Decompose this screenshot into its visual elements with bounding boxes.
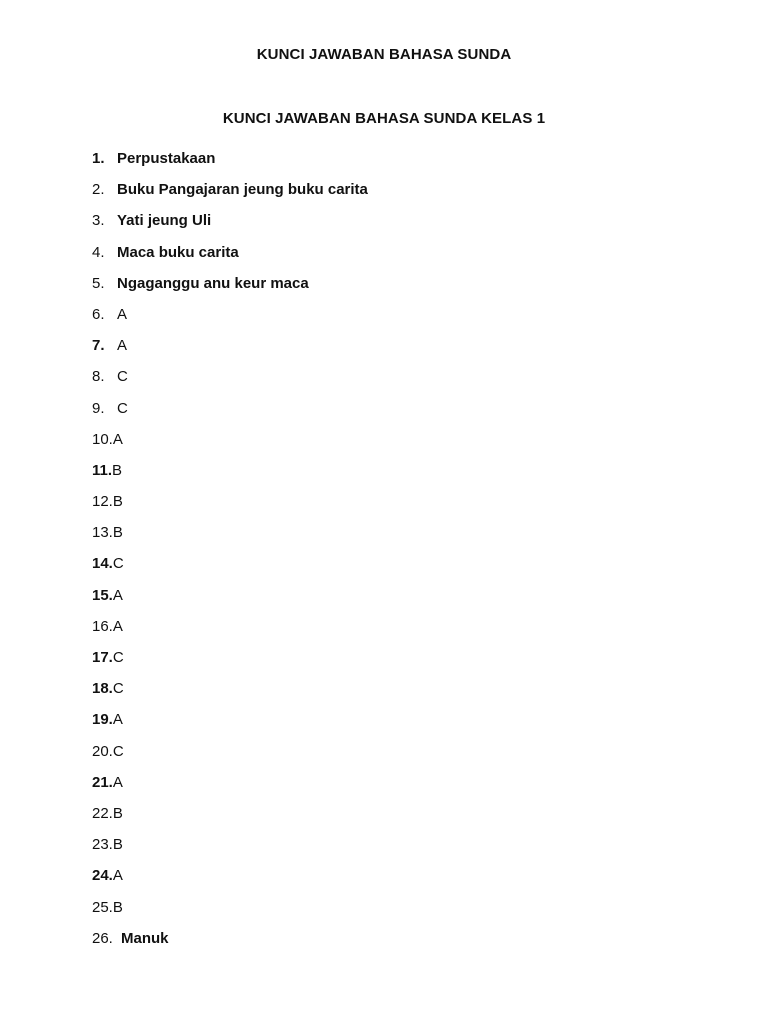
list-item (92, 649, 368, 680)
item-answer: C (112, 680, 124, 698)
item-number: 16. (92, 617, 113, 635)
item-answer: Yati jeung Uli (117, 212, 212, 230)
list-item (92, 337, 368, 368)
item-number: 6. (92, 305, 105, 323)
list-item (92, 524, 368, 555)
item-answer: Ngaganggu anu keur maca (117, 274, 309, 292)
item-number: 10. (92, 430, 113, 448)
item-number: 18. (92, 680, 113, 698)
item-number: 26. (92, 929, 113, 947)
item-answer: C (112, 649, 124, 666)
item-answer: C (112, 555, 124, 573)
item-answer: Manuk (121, 929, 169, 947)
list-item (92, 306, 368, 337)
list-item (92, 587, 368, 618)
item-answer: A (112, 430, 123, 448)
item-number: 8. (92, 368, 105, 386)
item-number: 15. (92, 586, 113, 604)
answer-list (92, 150, 368, 961)
item-answer: C (117, 399, 128, 417)
item-answer: Maca buku carita (117, 243, 239, 261)
item-number: 4. (92, 243, 105, 261)
item-number: 25. (92, 898, 113, 916)
item-number: 2. (92, 181, 105, 199)
list-item (92, 244, 368, 275)
list-item (92, 493, 368, 524)
list-item (92, 805, 368, 836)
list-item (92, 555, 368, 586)
item-number: 21. (92, 773, 113, 791)
item-answer: C (112, 742, 124, 760)
item-number: 17. (92, 649, 113, 666)
list-item (92, 711, 368, 742)
list-item (92, 275, 368, 306)
list-item (92, 212, 368, 243)
list-item (92, 867, 368, 898)
item-answer: B (112, 461, 123, 479)
item-answer: A (117, 305, 128, 323)
list-item (92, 618, 368, 649)
item-answer: A (117, 337, 128, 355)
list-item (92, 680, 368, 711)
list-item (92, 150, 368, 181)
list-item (92, 181, 368, 212)
item-answer: B (112, 836, 123, 854)
item-number: 19. (92, 711, 113, 729)
item-answer: B (112, 898, 123, 916)
item-answer: B (112, 493, 123, 511)
item-number: 12. (92, 493, 113, 511)
list-item (92, 431, 368, 462)
list-item (92, 462, 368, 493)
item-number: 20. (92, 742, 113, 760)
item-number: 9. (92, 399, 105, 417)
item-answer: Buku Pangajaran jeung buku carita (117, 181, 368, 199)
item-number: 22. (92, 804, 113, 822)
item-number: 23. (92, 836, 113, 854)
list-item (92, 899, 368, 930)
list-item (92, 368, 368, 399)
list-item (92, 930, 368, 961)
list-item (92, 836, 368, 867)
item-answer: Perpustakaan (117, 150, 216, 167)
list-item (92, 400, 368, 431)
item-answer: A (112, 867, 123, 885)
document-title: KUNCI JAWABAN BAHASA SUNDA (256, 46, 512, 63)
item-answer: A (112, 617, 123, 635)
item-number: 5. (92, 274, 105, 292)
item-number: 11. (92, 461, 113, 479)
document-subtitle: KUNCI JAWABAN BAHASA SUNDA KELAS 1 (222, 110, 546, 127)
item-answer: C (117, 368, 128, 386)
list-item (92, 743, 368, 774)
item-number: 24. (92, 867, 113, 885)
item-number: 14. (92, 555, 113, 573)
item-number: 3. (92, 212, 105, 230)
item-answer: B (112, 524, 123, 542)
item-number: 7. (92, 337, 105, 355)
item-number: 13. (92, 524, 113, 542)
item-answer: A (112, 711, 123, 729)
item-answer: A (112, 586, 123, 604)
item-answer: A (112, 773, 123, 791)
item-answer: B (112, 804, 123, 822)
item-number: 1. (92, 150, 105, 167)
list-item (92, 774, 368, 805)
